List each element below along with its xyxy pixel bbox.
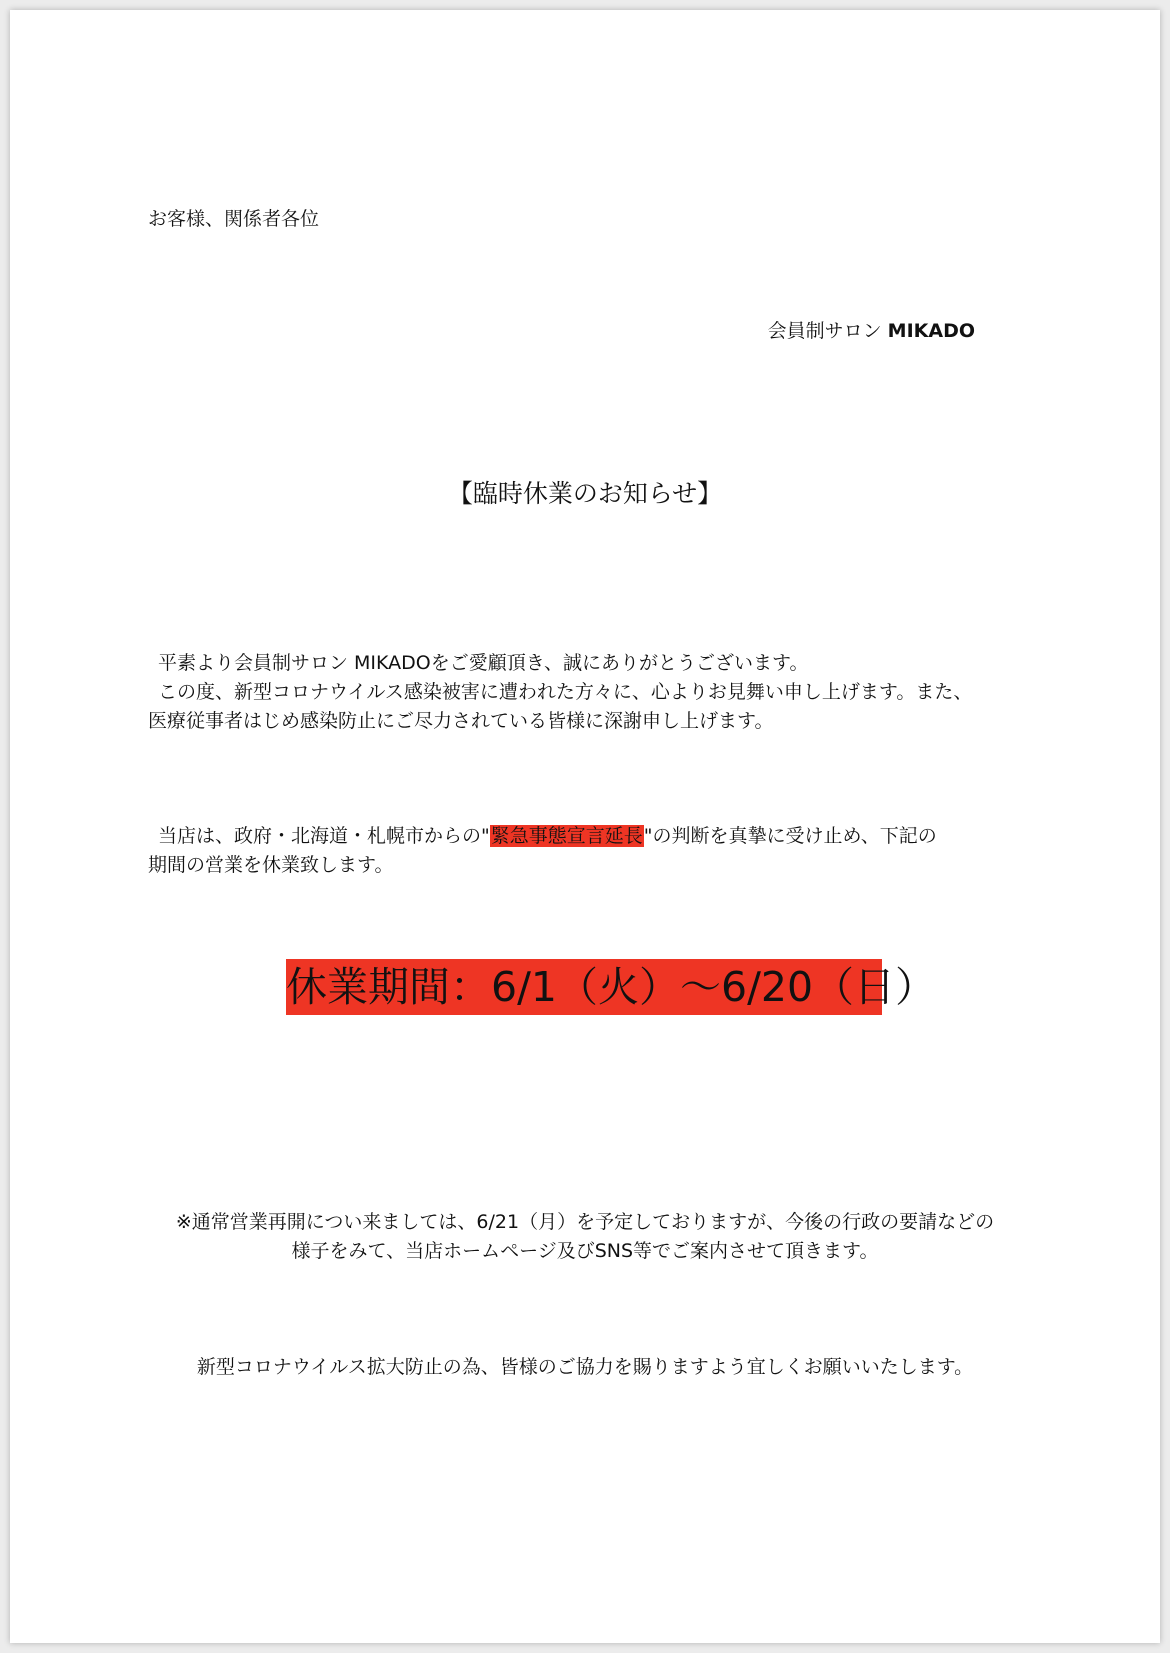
emergency-extension-highlight: 緊急事態宣言延長 (490, 825, 643, 847)
sender-brand: MIKADO (887, 320, 975, 342)
greeting-line-3: 医療従事者はじめ感染防止にご尽力されている皆様に深謝申し上げます。 (148, 710, 774, 732)
sender-prefix: 会員制サロン (767, 320, 888, 342)
note-line-2: 様子をみて、当店ホームページ及びSNS等でご案内させて頂きます。 (291, 1240, 879, 1262)
announcement-after: "の判断を真摯に受け止め、下記の (643, 825, 937, 847)
document-page (10, 10, 1160, 1643)
closure-period: 休業期間：6/1（火）～6/20（日） (286, 963, 937, 1011)
sender-line (768, 316, 975, 346)
greeting-line-2: この度、新型コロナウイルス感染被害に遭われた方々に、心よりお見舞い申し上げます。また、 (158, 681, 973, 703)
salutation: お客様、関係者各位 (148, 208, 320, 230)
announcement-line-1 (158, 821, 937, 851)
announcement-before: 当店は、政府・北海道・札幌市からの" (158, 825, 490, 847)
announcement-line-2: 期間の営業を休業致します。 (148, 854, 394, 876)
page-title: 【臨時休業のお知らせ】 (447, 479, 723, 508)
note-line-1: ※通常営業再開につい来ましては、6/21（月）を予定しておりますが、今後の行政の要請などの (175, 1211, 995, 1233)
closing-message: 新型コロナウイルス拡大防止の為、皆様のご協力を賜りますよう宜しくお願いいたします。 (196, 1356, 974, 1378)
greeting-line-1: 平素より会員制サロン MIKADOをご愛顧頂き、誠にありがとうございます。 (158, 652, 809, 674)
